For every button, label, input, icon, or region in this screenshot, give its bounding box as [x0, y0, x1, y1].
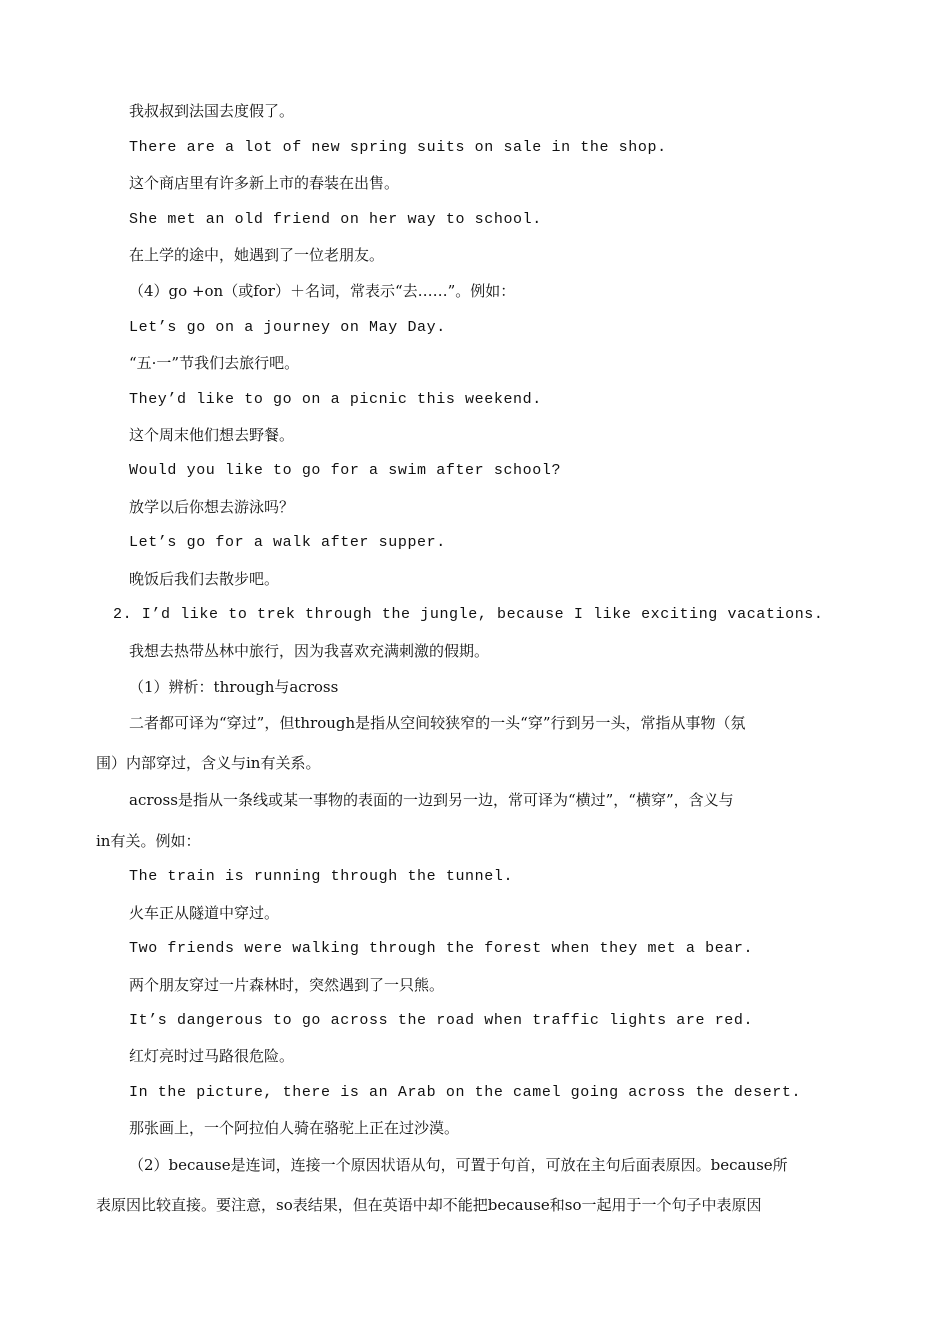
text-line: 表原因比较直接。要注意，so表结果，但在英语中却不能把because和so一起用于一个句子中表原因 — [96, 1196, 762, 1214]
text-line: in有关。例如： — [96, 832, 201, 850]
text-line: Let’s go on a journey on May Day. — [129, 319, 446, 336]
text-line: 放学以后你想去游泳吗？ — [129, 498, 295, 516]
text-line: 我叔叔到法国去度假了。 — [129, 102, 295, 120]
text-line: It’s dangerous to go across the road when traffic lights are red. — [129, 1012, 754, 1029]
text-line: （2）because是连词，连接一个原因状语从句，可置于句首，可放在主句后面表原因。because所 — [129, 1156, 788, 1174]
text-line: 在上学的途中，她遇到了一位老朋友。 — [129, 246, 385, 264]
text-line: 红灯亮时过马路很危险。 — [129, 1047, 295, 1065]
text-line: 我想去热带丛林中旅行，因为我喜欢充满刺激的假期。 — [129, 642, 490, 660]
text-line: 晚饭后我们去散步吧。 — [129, 570, 280, 588]
text-line: 这个周末他们想去野餐。 — [129, 426, 295, 444]
text-line: In the picture, there is an Arab on the camel going across the desert. — [129, 1084, 802, 1101]
text-line: 围）内部穿过，含义与in有关系。 — [96, 754, 321, 772]
text-line: Two friends were walking through the forest when they met a bear. — [129, 940, 754, 957]
text-line: Let’s go for a walk after supper. — [129, 534, 446, 551]
text-line: 那张画上，一个阿拉伯人骑在骆驼上正在过沙漠。 — [129, 1119, 460, 1137]
text-line: She met an old friend on her way to school. — [129, 211, 542, 228]
text-line: （1）辨析：through与across — [129, 678, 339, 696]
numbered-heading: 2. I’d like to trek through the jungle, because I like exciting vacations. — [113, 606, 824, 623]
text-line: “五·一”节我们去旅行吧。 — [129, 354, 300, 372]
text-line: across是指从一条线或某一事物的表面的一边到另一边，常可译为“横过”，“横穿”，含义与 — [129, 791, 734, 809]
text-line: 这个商店里有许多新上市的春装在出售。 — [129, 174, 400, 192]
text-line: Would you like to go for a swim after school? — [129, 462, 562, 479]
text-line: 两个朋友穿过一片森林时，突然遇到了一只熊。 — [129, 976, 445, 994]
text-line: There are a lot of new spring suits on sale in the shop. — [129, 139, 667, 156]
text-line: （4）go +on（或for）＋名词，常表示“去……”。例如： — [129, 282, 516, 300]
text-line: The train is running through the tunnel. — [129, 868, 514, 885]
text-line: 二者都可译为“穿过”，但through是指从空间较狭窄的一头“穿”行到另一头，常指从事物（氛 — [129, 714, 746, 732]
text-line: They’d like to go on a picnic this weekend. — [129, 391, 542, 408]
text-line: 火车正从隧道中穿过。 — [129, 904, 280, 922]
